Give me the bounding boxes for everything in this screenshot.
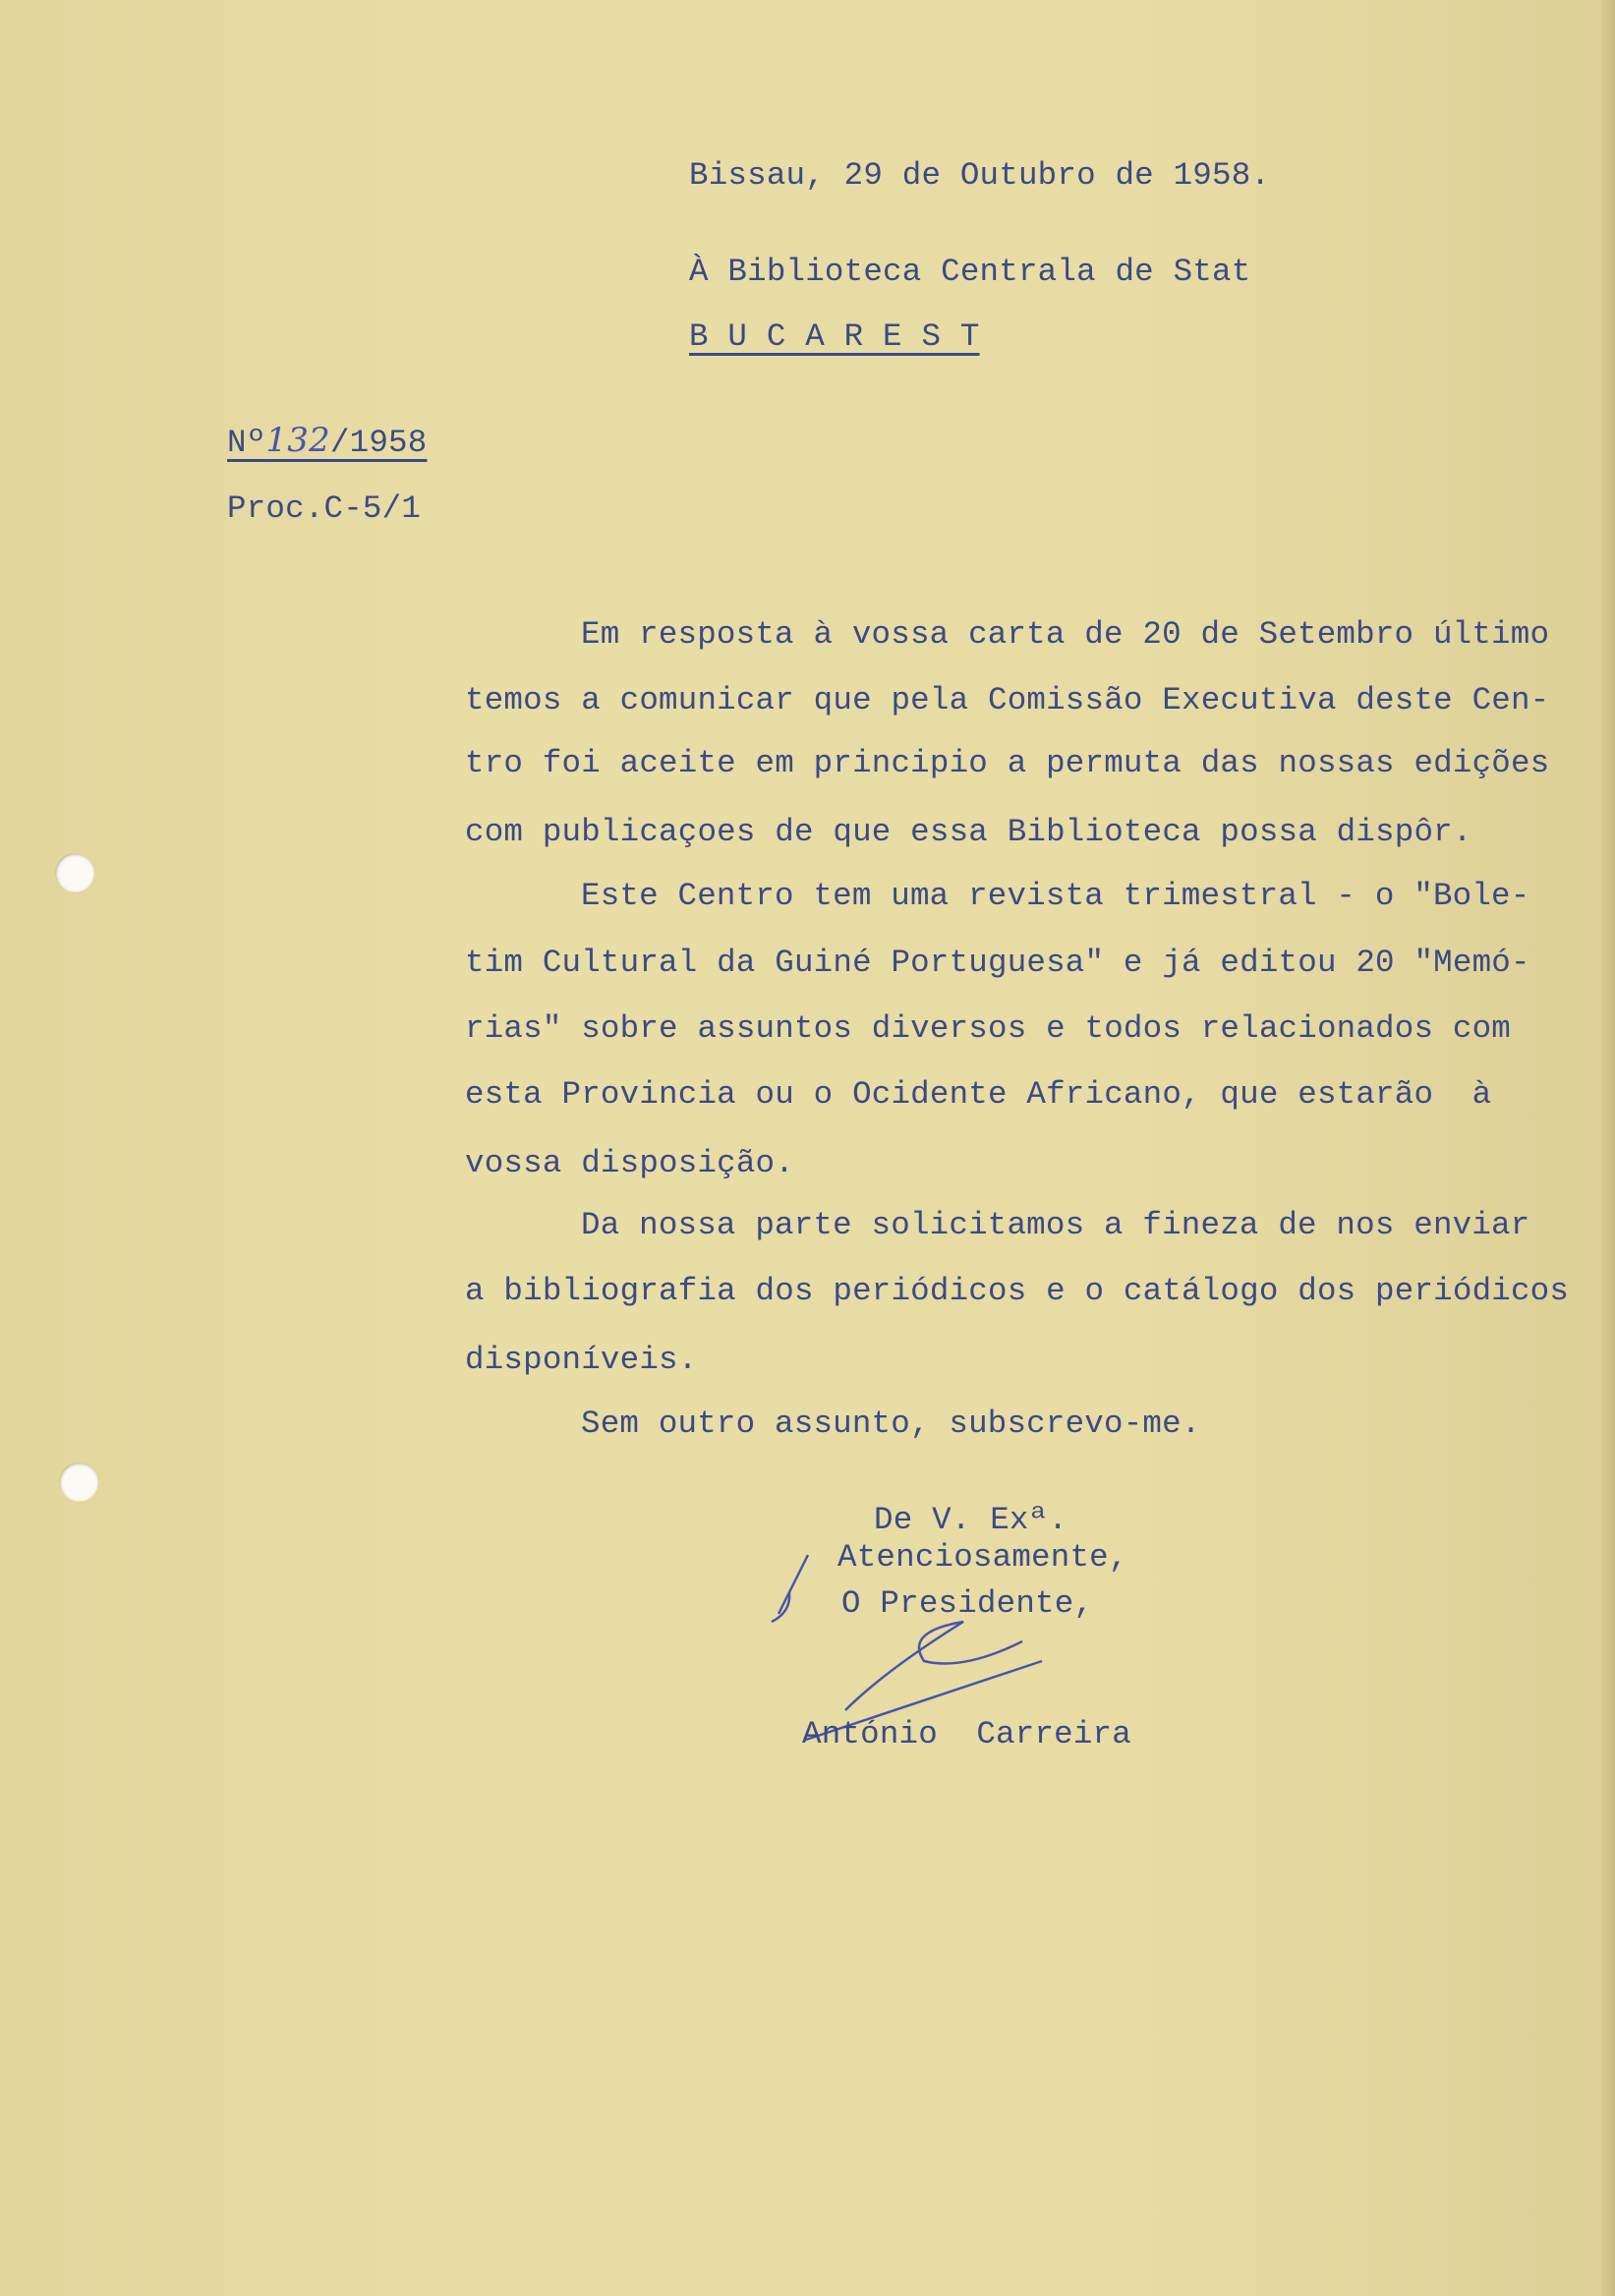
- recipient-city: B U C A R E S T: [689, 318, 980, 355]
- closing-line: O Presidente,: [841, 1585, 1094, 1622]
- body-line: rias" sobre assuntos diversos e todos relacionados com: [465, 1010, 1511, 1047]
- body-line: Sem outro assunto, subscrevo-me.: [581, 1406, 1201, 1442]
- reference-suffix: /1958: [329, 425, 428, 461]
- recipient: À Biblioteca Centrala de Stat: [689, 254, 1251, 290]
- signatory-name: António Carreira: [802, 1716, 1131, 1752]
- body-line: Em resposta à vossa carta de 20 de Setembro último: [581, 616, 1550, 653]
- body-line: tim Cultural da Guiné Portuguesa" e já editou 20 "Memó-: [465, 945, 1530, 981]
- body-line: tro foi aceite em principio a permuta das nossas edições: [465, 745, 1550, 781]
- closing-line: Atenciosamente,: [837, 1539, 1128, 1576]
- reference-number: [227, 421, 427, 461]
- body-line: com publicaçoes de que essa Biblioteca possa dispôr.: [465, 814, 1472, 850]
- body-line: Este Centro tem uma revista trimestral - o "Bole-: [581, 878, 1530, 914]
- reference-prefix: Nº: [227, 425, 266, 461]
- body-line: a bibliografia dos periódicos e o catálogo dos periódicos: [465, 1273, 1570, 1309]
- date-line: Bissau, 29 de Outubro de 1958.: [689, 157, 1271, 194]
- body-line: disponíveis.: [465, 1342, 698, 1378]
- punch-hole: [55, 853, 94, 892]
- closing-line: De V. Exª.: [874, 1502, 1068, 1538]
- body-line: temos a comunicar que pela Comissão Executiva deste Cen-: [465, 682, 1550, 718]
- body-line: Da nossa parte solicitamos a fineza de nos enviar: [581, 1207, 1530, 1243]
- paper-edge: [1601, 0, 1615, 2296]
- body-line: esta Provincia ou o Ocidente Africano, que estarão à: [465, 1076, 1492, 1113]
- punch-hole: [59, 1463, 98, 1502]
- process-number: Proc.C-5/1: [227, 490, 422, 527]
- body-line: vossa disposição.: [465, 1145, 794, 1181]
- handwritten-number: 132: [265, 421, 330, 460]
